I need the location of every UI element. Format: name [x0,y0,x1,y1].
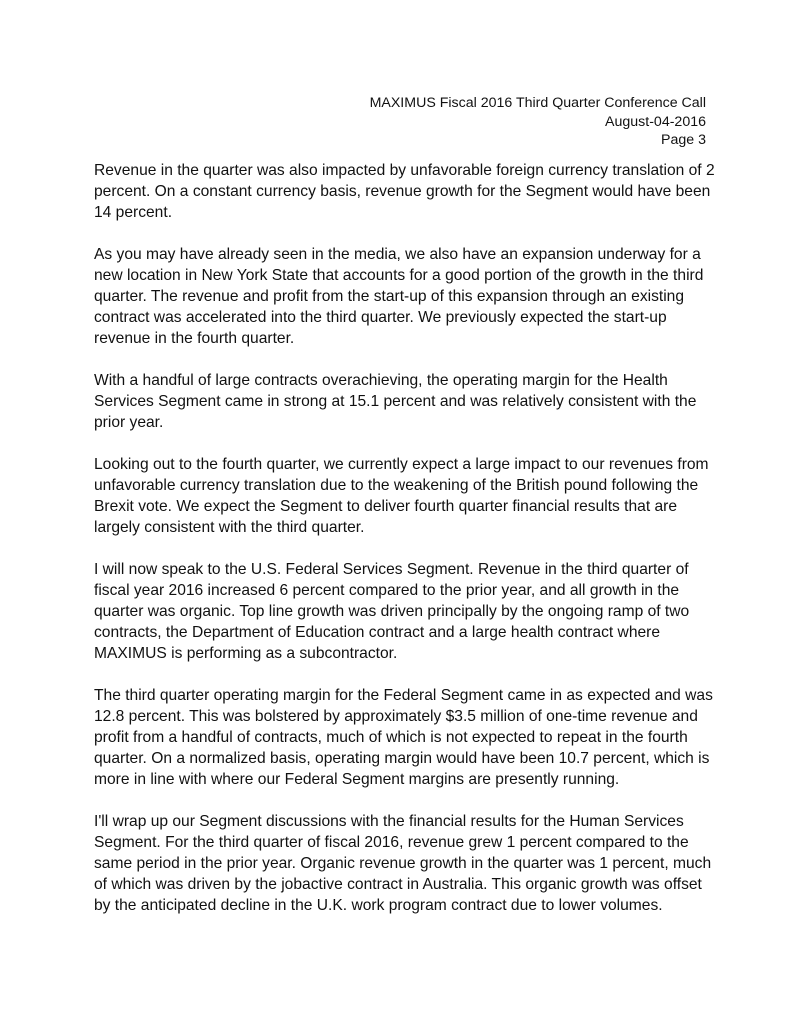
paragraph-federal-margin: The third quarter operating margin for the Federal Segment came in as expected and was 12.8 percent. This was bolstered by approximately $3.5 million of one-time revenue and profit from a handful of contracts, much of which is not expected to repeat in the fourth quarter. On a normalized basis, operating margin would have been 10.7 percent, which is more in line with where our Federal Segment margins are presently running. [94,687,713,788]
paragraph-health-margin: With a handful of large contracts overachieving, the operating margin for the Health Services Segment came in strong at 15.1 percent and was relatively consistent with the prior year. [94,372,697,431]
header-title: MAXIMUS Fiscal 2016 Third Quarter Conference Call [369,95,706,111]
header-date: August-04-2016 [605,113,706,130]
paragraph-federal-revenue: I will now speak to the U.S. Federal Services Segment. Revenue in the third quarter of fiscal year 2016 increased 6 percent compared to the prior year, and all growth in the quarter was organic. Top line growth was driven principally by the ongoing ramp of two contracts, the Department of Education contract and a large health contract where MAXIMUS is performing as a subcontractor. [94,561,690,662]
paragraph-currency-translation: Revenue in the quarter was also impacted by unfavorable foreign currency translation of 2 percent. On a constant currency basis, revenue growth for the Segment would have been 14 percent. [94,162,715,221]
paragraph-human-services: I'll wrap up our Segment discussions with the financial results for the Human Services Segment. For the third quarter of fiscal 2016, revenue grew 1 percent compared to the same period in the prior year. Organic revenue growth in the quarter was 1 percent, much of which was driven by the jobactive contract in Australia. This organic growth was offset by the anticipated decline in the U.K. work program contract due to lower volumes. [94,813,712,914]
paragraph-new-york-expansion: As you may have already seen in the media, we also have an expansion underway for a new location in New York State that accounts for a good portion of the growth in the third quarter. The revenue and profit from the start-up of this expansion through an existing contract was accelerated into the third quarter. We previously expected the start-up revenue in the fourth quarter. [94,246,704,347]
document-body [94,160,716,937]
header-page-number: Page 3 [661,132,706,148]
paragraph-fourth-quarter-outlook: Looking out to the fourth quarter, we currently expect a large impact to our revenues from unfavorable currency translation due to the weakening of the British pound following the Brexit vote. We expect the Segment to deliver fourth quarter financial results that are largely consistent with the third quarter. [94,456,709,536]
page-header [370,94,706,150]
